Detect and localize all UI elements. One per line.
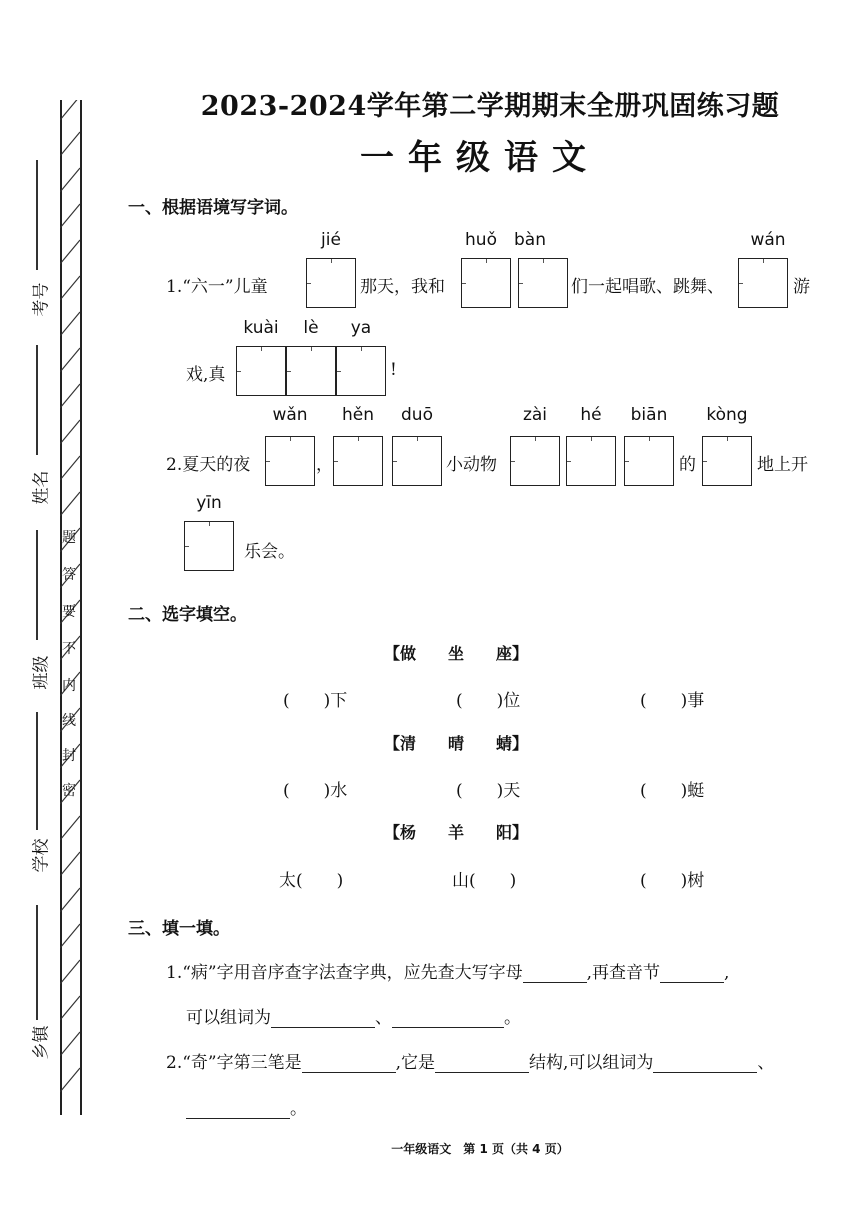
pinyin: hěn [341, 405, 374, 425]
s3-q2-text-b: ,它是 [395, 1053, 436, 1073]
seal-char: 答 [62, 567, 76, 583]
pinyin: jié [321, 230, 341, 250]
answer-blank[interactable] [302, 1054, 396, 1073]
fill-item[interactable]: ( )水 [283, 781, 348, 801]
side-rule-2 [36, 345, 38, 455]
q2-text-end: 地上开 [757, 455, 808, 475]
section-2-heading: 二、选字填空。 [128, 605, 247, 625]
exam-title: 2023-2024学年第二学期期末全册巩固练习题 [200, 91, 780, 122]
q1-line2-end: ! [390, 360, 397, 380]
pinyin: wán [750, 230, 786, 250]
answer-box[interactable] [624, 436, 674, 486]
section-1-heading: 一、根据语境写字词。 [128, 198, 298, 218]
q1-text-mid2: 们一起唱歌、跳舞、 [571, 277, 724, 297]
q2-text-mid: 小动物 [446, 455, 497, 475]
pinyin: ya [350, 318, 372, 338]
exam-subtitle: 一年级语文 [360, 138, 600, 178]
pinyin: wǎn [272, 405, 308, 425]
s3-q1-sep: 、 [375, 1008, 392, 1028]
pinyin: duō [401, 405, 433, 425]
q1-text-end: 游 [793, 277, 810, 297]
answer-box[interactable] [265, 436, 315, 486]
answer-blank[interactable] [392, 1009, 504, 1028]
choice-group-2: 【清 晴 蜻】 [384, 734, 529, 753]
seal-char: 线 [62, 713, 76, 729]
pinyin: yīn [196, 493, 222, 513]
s3-q1-text-a: 1.“病”字用音序查字法查字典，应先查大写字母 [166, 963, 523, 983]
answer-blank[interactable] [186, 1100, 290, 1119]
pinyin: huǒ [465, 230, 497, 250]
seal-char: 内 [62, 678, 76, 694]
label-class: 班级 [31, 655, 52, 690]
pinyin: zài [522, 405, 548, 425]
q2-comma: ， [316, 455, 333, 475]
answer-box[interactable] [336, 346, 386, 396]
label-exam-number: 考号 [31, 282, 52, 317]
pinyin: hé [580, 405, 602, 425]
s3-q1-line1 [166, 958, 729, 983]
answer-box[interactable] [566, 436, 616, 486]
answer-box[interactable] [510, 436, 560, 486]
fill-item[interactable]: ( )事 [640, 691, 705, 711]
answer-box[interactable] [738, 258, 788, 308]
answer-blank[interactable] [653, 1054, 757, 1073]
seal-char: 密 [62, 783, 76, 799]
answer-box[interactable] [236, 346, 286, 396]
q2-text-de: 的 [679, 455, 696, 475]
label-town: 乡镇 [31, 1025, 52, 1060]
seal-char: 不 [62, 641, 76, 657]
s3-q2-end: 。 [290, 1099, 307, 1119]
pinyin: lè [303, 318, 319, 338]
s3-q1-end: 。 [504, 1008, 521, 1028]
pinyin: biān [630, 405, 668, 425]
answer-blank[interactable] [435, 1054, 529, 1073]
choice-group-3: 【杨 羊 阳】 [384, 823, 529, 842]
fill-item[interactable]: 山( ) [452, 871, 517, 891]
page-footer: 一年级语文 第 1 页（共 4 页） [391, 1142, 569, 1156]
seal-char: 要 [62, 604, 76, 620]
pinyin: bàn [514, 230, 546, 250]
answer-box[interactable] [392, 436, 442, 486]
q1-text-prefix: 1.“六一”儿童 [166, 277, 268, 297]
s3-q1-line2-text: 可以组词为 [186, 1008, 271, 1028]
q2-line2-end: 乐会。 [244, 542, 295, 562]
pinyin: kòng [706, 405, 748, 425]
answer-blank[interactable] [523, 964, 587, 983]
answer-blank[interactable] [660, 964, 724, 983]
s3-q1-text-b: ,再查音节 [586, 963, 661, 983]
s3-q1-line2 [186, 1003, 521, 1028]
s3-q2-text-c: 结构,可以组词为 [529, 1053, 654, 1073]
fill-item[interactable]: ( )下 [283, 691, 348, 711]
s3-q2-sep: 、 [757, 1053, 775, 1073]
q2-text-prefix: 2.夏天的夜 [166, 455, 251, 475]
section-3-heading: 三、填一填。 [128, 919, 230, 939]
answer-box[interactable] [702, 436, 752, 486]
fill-item[interactable]: ( )天 [456, 781, 521, 801]
answer-box[interactable] [184, 521, 234, 571]
choice-group-1: 【做 坐 座】 [384, 644, 529, 663]
side-rule-4 [36, 712, 38, 830]
answer-box[interactable] [461, 258, 511, 308]
s3-q1-text-c: , [724, 963, 730, 983]
q1-text-mid1: 那天，我和 [360, 277, 445, 297]
seal-char: 封 [62, 748, 76, 764]
seal-char: 题 [62, 530, 76, 546]
side-rule-3 [36, 530, 38, 640]
s3-q2-line2 [186, 1094, 307, 1119]
answer-box[interactable] [286, 346, 336, 396]
answer-box[interactable] [306, 258, 356, 308]
answer-box[interactable] [518, 258, 568, 308]
side-rule-5 [36, 905, 38, 1020]
fill-item[interactable]: ( )树 [640, 871, 705, 891]
s3-q2-text-a: 2.“奇”字第三笔是 [166, 1053, 302, 1073]
answer-blank[interactable] [271, 1009, 375, 1028]
q1-line2-prefix: 戏,真 [186, 365, 226, 385]
pinyin: kuài [243, 318, 279, 338]
label-name: 姓名 [31, 470, 52, 505]
fill-item[interactable]: ( )蜓 [640, 781, 705, 801]
label-school: 学校 [31, 838, 52, 873]
fill-item[interactable]: 太( ) [279, 871, 344, 891]
answer-box[interactable] [333, 436, 383, 486]
s3-q2-line1 [166, 1048, 774, 1073]
fill-item[interactable]: ( )位 [456, 691, 521, 711]
